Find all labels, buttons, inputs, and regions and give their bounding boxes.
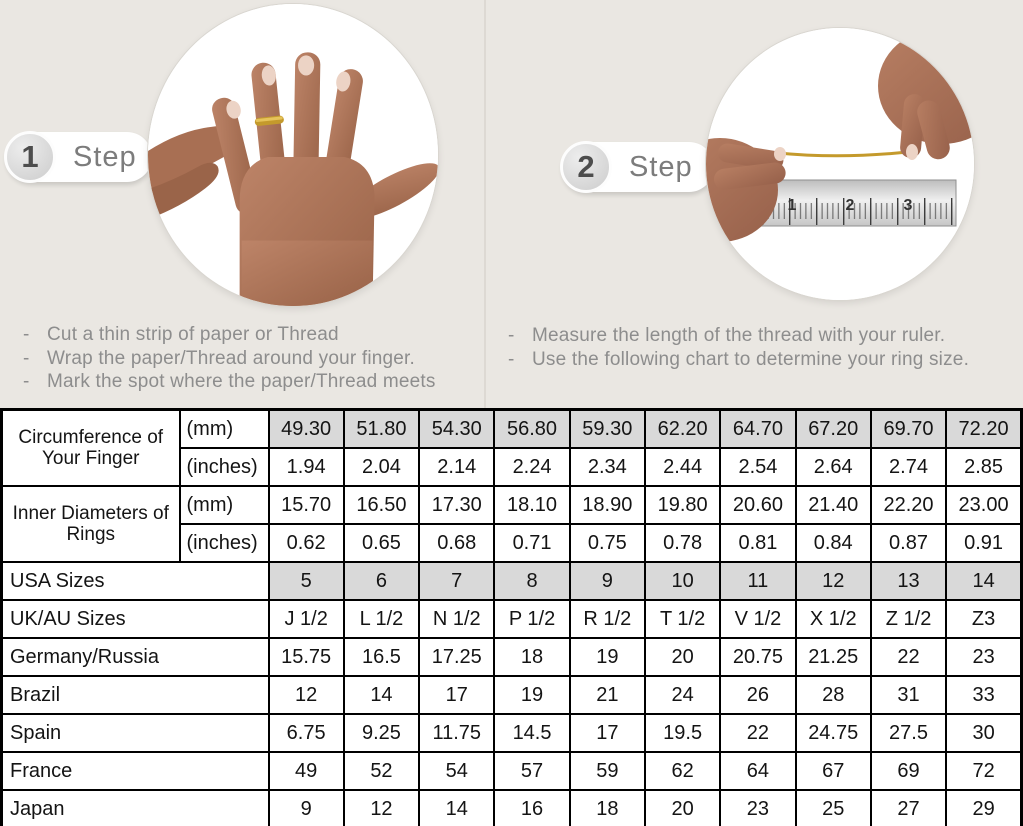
size-value-cell: 18.90 — [570, 486, 645, 524]
region-label: Germany/Russia — [2, 638, 269, 676]
instruction-text: Use the following chart to determine your ring size. — [532, 348, 970, 370]
dash-bullet: - — [23, 371, 30, 392]
size-value-cell: J 1/2 — [269, 600, 344, 638]
size-value-cell: 52 — [344, 752, 419, 790]
size-value-cell: 67.20 — [796, 410, 871, 449]
size-value-cell: 54 — [419, 752, 494, 790]
ruler-number: 3 — [903, 197, 913, 214]
instruction-line — [505, 324, 969, 348]
size-value-cell: 0.91 — [946, 524, 1021, 562]
table-row — [2, 486, 1022, 524]
size-value-cell: 18 — [570, 790, 645, 826]
region-label: UK/AU Sizes — [2, 600, 269, 638]
size-value-cell: 12 — [269, 676, 344, 714]
size-value-cell: L 1/2 — [344, 600, 419, 638]
table-row — [2, 714, 1022, 752]
size-value-cell: 21.40 — [796, 486, 871, 524]
table-row — [2, 600, 1022, 638]
size-value-cell: 8 — [494, 562, 569, 600]
size-value-cell: 51.80 — [344, 410, 419, 449]
size-value-cell: 10 — [645, 562, 720, 600]
size-value-cell: 2.44 — [645, 448, 720, 486]
size-value-cell: 0.71 — [494, 524, 569, 562]
size-value-cell: 0.65 — [344, 524, 419, 562]
size-value-cell: 23.00 — [946, 486, 1021, 524]
size-value-cell: 19 — [494, 676, 569, 714]
size-value-cell: 28 — [796, 676, 871, 714]
size-value-cell: 18.10 — [494, 486, 569, 524]
hand-with-thread-icon — [148, 4, 438, 306]
step1-number: 1 — [21, 139, 39, 174]
size-value-cell: 25 — [796, 790, 871, 826]
table-row — [2, 790, 1022, 826]
size-value-cell: 24.75 — [796, 714, 871, 752]
size-value-cell: N 1/2 — [419, 600, 494, 638]
size-value-cell: 57 — [494, 752, 569, 790]
region-label: Spain — [2, 714, 269, 752]
size-value-cell: Z3 — [946, 600, 1021, 638]
size-value-cell: 7 — [419, 562, 494, 600]
size-value-cell: 23 — [720, 790, 795, 826]
step1-label: Step — [73, 140, 137, 173]
size-value-cell: 49.30 — [269, 410, 344, 449]
size-value-cell: 24 — [645, 676, 720, 714]
instruction-text: Measure the length of the thread with your ruler. — [532, 325, 946, 346]
instruction-line — [505, 348, 969, 372]
region-label: France — [2, 752, 269, 790]
size-value-cell: 20 — [645, 790, 720, 826]
size-value-cell: 59.30 — [570, 410, 645, 449]
table-row — [2, 676, 1022, 714]
step2-label: Step — [629, 150, 693, 183]
instruction-line — [20, 370, 436, 394]
size-value-cell: 19.80 — [645, 486, 720, 524]
ruler-measuring-icon — [706, 28, 974, 300]
size-value-cell: 2.85 — [946, 448, 1021, 486]
size-value-cell: 14 — [946, 562, 1021, 600]
ring-size-chart — [0, 408, 1023, 826]
size-value-cell: 9 — [269, 790, 344, 826]
size-value-cell: 69 — [871, 752, 946, 790]
size-value-cell: 20.75 — [720, 638, 795, 676]
size-value-cell: 72 — [946, 752, 1021, 790]
size-value-cell: 29 — [946, 790, 1021, 826]
size-value-cell: 15.70 — [269, 486, 344, 524]
size-value-cell: 9 — [570, 562, 645, 600]
size-value-cell: 22 — [871, 638, 946, 676]
size-value-cell: 9.25 — [344, 714, 419, 752]
step1-hand-photo — [148, 4, 438, 306]
size-value-cell: 31 — [871, 676, 946, 714]
size-value-cell: 1.94 — [269, 448, 344, 486]
size-value-cell: 67 — [796, 752, 871, 790]
size-value-cell: 2.34 — [570, 448, 645, 486]
instructions-section — [0, 0, 1023, 408]
size-chart-body — [2, 410, 1022, 826]
table-row — [2, 410, 1022, 449]
size-value-cell: R 1/2 — [570, 600, 645, 638]
row-group-label: Inner Diameters of Rings — [2, 486, 180, 562]
size-value-cell: 13 — [871, 562, 946, 600]
size-value-cell: 17.30 — [419, 486, 494, 524]
dash-bullet: - — [23, 347, 30, 369]
size-value-cell: V 1/2 — [720, 600, 795, 638]
size-value-cell: 0.87 — [871, 524, 946, 562]
size-value-cell: X 1/2 — [796, 600, 871, 638]
dash-bullet: - — [508, 348, 515, 370]
size-value-cell: 18 — [494, 638, 569, 676]
size-value-cell: 21.25 — [796, 638, 871, 676]
size-value-cell: 64.70 — [720, 410, 795, 449]
dash-bullet: - — [508, 325, 515, 346]
size-value-cell: T 1/2 — [645, 600, 720, 638]
size-value-cell: 0.84 — [796, 524, 871, 562]
size-value-cell: 16.50 — [344, 486, 419, 524]
table-row — [2, 638, 1022, 676]
size-value-cell: 69.70 — [871, 410, 946, 449]
size-value-cell: 2.04 — [344, 448, 419, 486]
dash-bullet: - — [23, 324, 30, 345]
size-value-cell: 2.14 — [419, 448, 494, 486]
step2-badge — [562, 142, 714, 192]
instruction-line — [20, 323, 436, 347]
size-value-cell: 56.80 — [494, 410, 569, 449]
size-value-cell: 62.20 — [645, 410, 720, 449]
size-value-cell: 5 — [269, 562, 344, 600]
ruler-number: 2 — [845, 197, 855, 214]
size-value-cell: 59 — [570, 752, 645, 790]
size-value-cell: 30 — [946, 714, 1021, 752]
unit-label: (mm) — [180, 486, 269, 524]
step1-instructions — [20, 323, 436, 394]
size-value-cell: 0.78 — [645, 524, 720, 562]
size-value-cell: 26 — [720, 676, 795, 714]
size-value-cell: 2.54 — [720, 448, 795, 486]
size-value-cell: 14 — [419, 790, 494, 826]
size-value-cell: 19 — [570, 638, 645, 676]
size-value-cell: 6.75 — [269, 714, 344, 752]
size-value-cell: 12 — [344, 790, 419, 826]
instruction-line — [20, 347, 436, 371]
size-value-cell: 17 — [419, 676, 494, 714]
step2-number: 2 — [577, 149, 595, 184]
instruction-text: Mark the spot where the paper/Thread meets — [47, 371, 436, 392]
size-value-cell: 62 — [645, 752, 720, 790]
size-value-cell: 19.5 — [645, 714, 720, 752]
size-value-cell: 16.5 — [344, 638, 419, 676]
size-value-cell: 11.75 — [419, 714, 494, 752]
size-value-cell: 17 — [570, 714, 645, 752]
instruction-text: Cut a thin strip of paper or Thread — [47, 324, 339, 345]
size-value-cell: 2.64 — [796, 448, 871, 486]
size-value-cell: 20.60 — [720, 486, 795, 524]
size-value-cell: 0.81 — [720, 524, 795, 562]
region-label: Brazil — [2, 676, 269, 714]
unit-label: (inches) — [180, 524, 269, 562]
step2-ruler-photo — [706, 28, 974, 300]
size-value-cell: 16 — [494, 790, 569, 826]
size-value-cell: 15.75 — [269, 638, 344, 676]
table-row — [2, 752, 1022, 790]
row-group-label: Circumference of Your Finger — [2, 410, 180, 487]
unit-label: (inches) — [180, 448, 269, 486]
size-value-cell: 22.20 — [871, 486, 946, 524]
size-value-cell: 2.74 — [871, 448, 946, 486]
instruction-text: Wrap the paper/Thread around your finger. — [47, 347, 416, 369]
region-label: USA Sizes — [2, 562, 269, 600]
size-value-cell: 22 — [720, 714, 795, 752]
step1-number-circle — [4, 131, 56, 183]
ruler-number: 1 — [787, 197, 797, 214]
size-value-cell: 27 — [871, 790, 946, 826]
size-value-cell: 64 — [720, 752, 795, 790]
region-label: Japan — [2, 790, 269, 826]
size-value-cell: 0.62 — [269, 524, 344, 562]
size-value-cell: Z 1/2 — [871, 600, 946, 638]
size-value-cell: 21 — [570, 676, 645, 714]
size-value-cell: 49 — [269, 752, 344, 790]
size-value-cell: 33 — [946, 676, 1021, 714]
section-divider — [484, 0, 486, 408]
size-value-cell: 0.75 — [570, 524, 645, 562]
size-value-cell: 0.68 — [419, 524, 494, 562]
size-value-cell: 2.24 — [494, 448, 569, 486]
size-value-cell: 17.25 — [419, 638, 494, 676]
size-value-cell: 14 — [344, 676, 419, 714]
step2-instructions — [505, 324, 969, 371]
size-value-cell: 20 — [645, 638, 720, 676]
size-value-cell: 23 — [946, 638, 1021, 676]
table-row — [2, 562, 1022, 600]
size-value-cell: 11 — [720, 562, 795, 600]
step1-badge — [6, 132, 152, 182]
size-value-cell: 6 — [344, 562, 419, 600]
size-value-cell: 54.30 — [419, 410, 494, 449]
step2-number-circle — [560, 141, 612, 193]
size-value-cell: 14.5 — [494, 714, 569, 752]
unit-label: (mm) — [180, 410, 269, 449]
size-value-cell: 27.5 — [871, 714, 946, 752]
size-value-cell: 72.20 — [946, 410, 1021, 449]
size-value-cell: 12 — [796, 562, 871, 600]
size-value-cell: P 1/2 — [494, 600, 569, 638]
